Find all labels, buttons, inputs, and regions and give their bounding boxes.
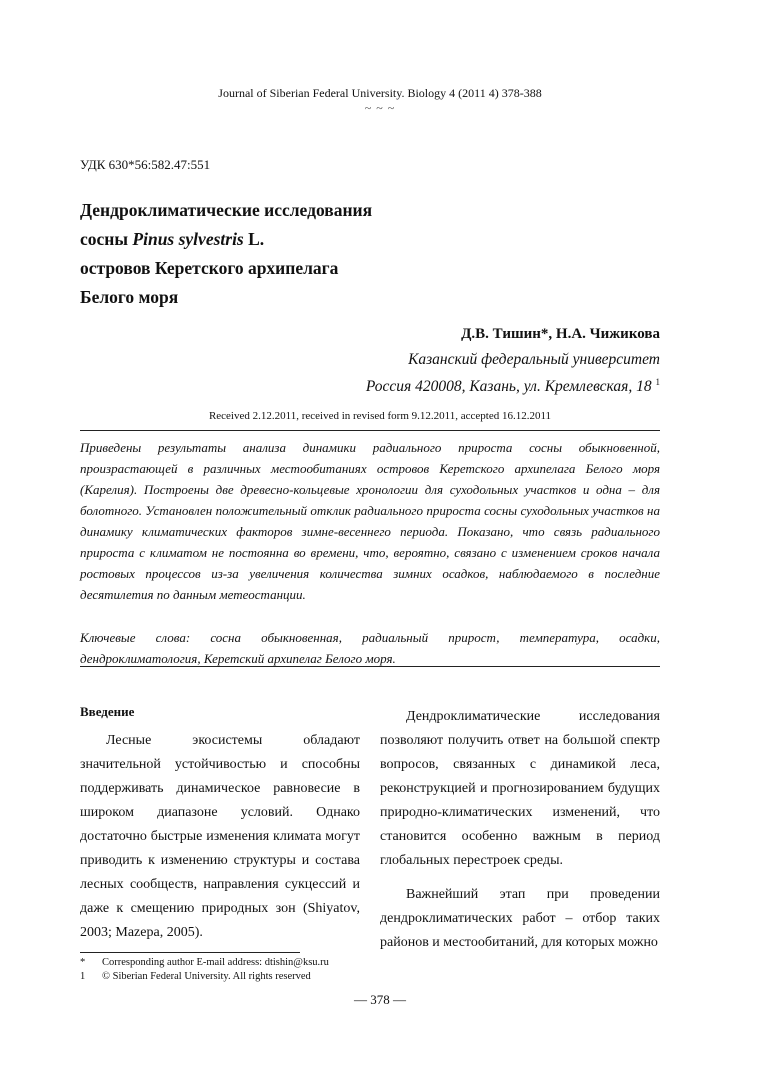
footnote-text: © Siberian Federal University. All rights reserved [102,971,311,982]
footnote-rule [80,952,300,953]
paragraph: Лесные экосистемы обладают значительной устойчивостью и способны поддерживать динамическое равновесие в широком диапазоне условий. Однако достаточно быстрые изменения климата могут приводить к изменению структуры и состава лесных сообществ, направления сукцессий и даже к смещению природных зон (Shiyatov, 2003; Mazepa, 2005). [80,733,360,940]
page-number: — 378 — [354,992,406,1007]
body-column-left [80,729,360,945]
authors: Д.В. Тишин*, Н.А. Чижикова [461,326,660,342]
footnote-text: Corresponding author E-mail address: dtishin@ksu.ru [102,957,329,968]
footnote-mark: * [80,957,86,968]
received-dates: Received 2.12.2011, received in revised form 9.12.2011, accepted 16.12.2011 [208,410,552,422]
paragraph: Важнейший этап при проведении дендроклиматических работ – отбор таких районов и местообитаний, для которых можно [380,887,660,950]
title-line-3: островов Керетского архипелага [80,258,339,278]
footnote-mark: 1 [80,971,86,982]
paragraph: Дендроклиматические исследования позволяют получить ответ на большой спектр вопросов, связанных с динамикой леса, реконструкцией и прогнозированием будущих природно-климатических изменений, что становится особенно важным в период глобальных перестроек среды. [380,709,660,868]
footnotes [80,956,480,984]
journal-header: Journal of Siberian Federal University. Biology 4 (2011 4) 378-388 [218,86,542,100]
abstract-top-rule [80,430,660,431]
title-line-2 [80,225,500,254]
affiliation-line-2 [366,371,660,398]
footnote [80,970,480,984]
affiliation-line-1: Казанский федеральный университет [408,351,660,368]
abstract: Приведены результаты анализа динамики радиального прироста сосны обыкновенной, произрастающей в различных местообитаниях островов Керетского архипелага Белого моря (Карелия). Построены две древесно-кольцевые хронологии для суходольных участков и одна – для болотного. Установлен положительный отклик радиального прироста сосны суходольных участков на динамику климатических факторов зимне-весеннего периода. Показано, что связь радиального прироста с климатом не постоянна во времени, что, вероятно, связано с изменением сроков начала ростовых процессов из-за увеличения количества зимних осадков, наблюдаемого в последние десятилетия по данным метеостанции. [80,440,660,602]
affiliation-address: Россия 420008, Казань, ул. Кремлевская, 18 [365,378,652,396]
title-species: Pinus sylvestris [132,229,244,249]
section-heading-introduction: Введение [80,704,135,719]
article-title [80,196,500,312]
footnote [80,956,480,970]
title-line-4: Белого моря [80,287,179,307]
title-line-2-prefix: сосны [80,229,133,249]
udc-code: УДК 630*56:582.47:551 [80,157,211,172]
title-line-2-suffix: L. [243,229,265,249]
title-line-1: Дендроклиматические исследования [80,200,373,220]
keywords: Ключевые слова: сосна обыкновенная, радиальный прирост, температура, осадки, дендроклиматология, Керетский архипелаг Белого моря. [80,630,660,666]
affiliation [366,348,660,398]
abstract-bottom-rule [80,666,660,667]
body-column-right [380,705,660,955]
affiliation-footnote-mark: 1 [655,377,660,387]
header-separator: ~ ~ ~ [364,101,396,115]
